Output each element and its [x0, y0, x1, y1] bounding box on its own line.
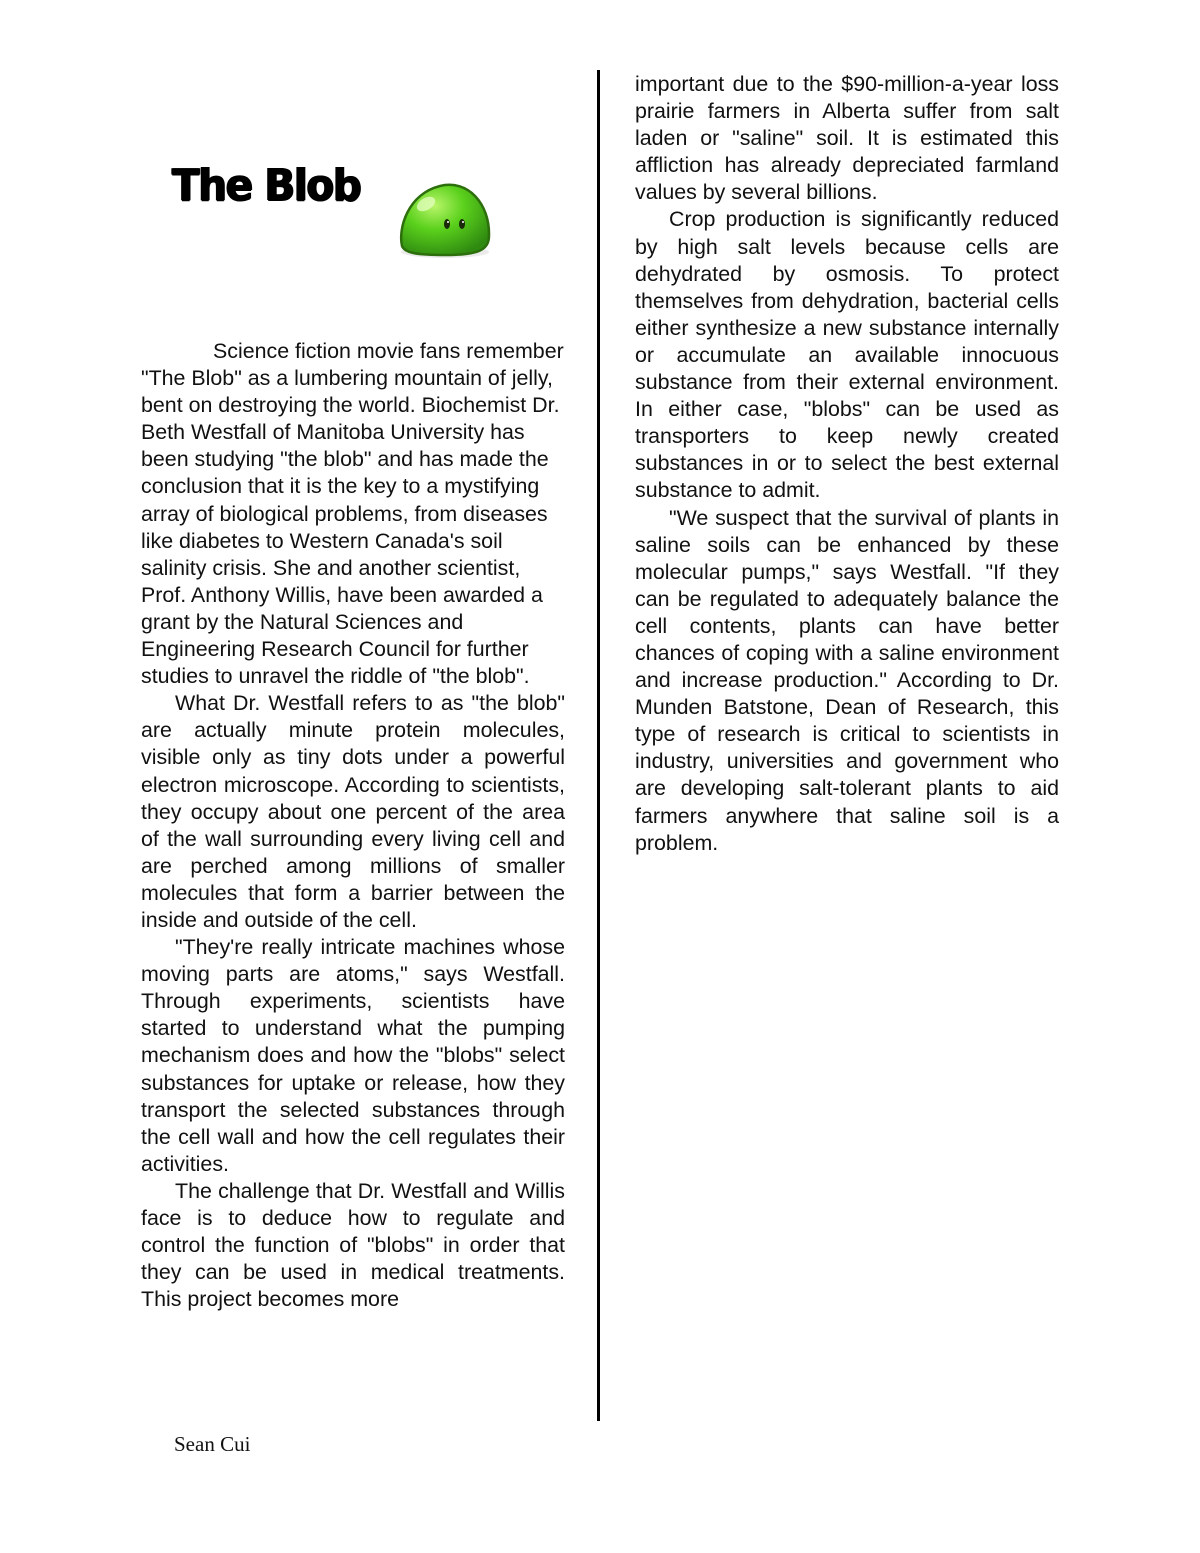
paragraph-4: The challenge that Dr. Westfall and Willis face is to deduce how to regulate and control the function of "blobs" in order that they can be used in medical treatments. This project becomes more [141, 1178, 565, 1312]
blob-eye-left [444, 219, 450, 229]
paragraph-1: Science fiction movie fans remember "The Blob" as a lumbering mountain of jelly, bent on destroying the world. Biochemist Dr. Beth Westfall of Manitoba University has been studying "the blob" and has made the conclusion that it is the key to a mystifying array of biological problems, from diseases like diabetes to Western Canada's soil salinity crisis. She and another scientist, Prof. Anthony Willis, have been awarded a grant by the Natural Sciences and Engineering Research Council for further studies to unravel the riddle of "the blob". [141, 339, 564, 689]
right-column [635, 71, 1059, 857]
paragraph-5: Crop production is significantly reduced by high salt levels because cells are dehydrated by osmosis. To protect themselves from dehydration, bacterial cells either synthesize a new substance internally or accumulate an available innocuous substance from their external environment. In either case, "blobs" can be used as transporters to keep newly created substances in or to select the best external substance to admit. [635, 207, 1059, 503]
column-divider [597, 70, 600, 1421]
paragraph-4-continued: important due to the $90-million-a-year loss prairie farmers in Alberta suffer from salt laden or "saline" soil. It is estimated this affliction has already depreciated farmland values by several billions. [635, 72, 1059, 205]
left-column [141, 338, 565, 1313]
green-blob-icon [396, 180, 494, 260]
blob-eye-right [459, 219, 465, 229]
paragraph-3: "They're really intricate machines whose moving parts are atoms," says Westfall. Through experiments, scientists have started to understand what the pumping mechanism does and how the "blobs" select substances for uptake or release, how they transport the selected substances through the cell wall and how the cell regulates their activities. [141, 935, 565, 1176]
author-name: Sean Cui [174, 1432, 251, 1456]
paragraph-2: What Dr. Westfall refers to as "the blob" are actually minute protein molecules, visible only as tiny dots under a powerful electron microscope. According to scientists, they occupy about one percent of the area of the wall surrounding every living cell and are perched among millions of smaller molecules that form a barrier between the inside and outside of the cell. [141, 691, 565, 932]
article-title: The Blob [172, 160, 361, 211]
paragraph-6: "We suspect that the survival of plants in saline soils can be enhanced by these molecular pumps," says Westfall. "If they can be regulated to adequately balance the cell contents, plants can have better chances of coping with a saline environment and increase production." According to Dr. Munden Batstone, Dean of Research, this type of research is critical to scientists in industry, universities and government who are developing salt-tolerant plants to aid farmers anywhere that saline soil is a problem. [635, 505, 1059, 855]
